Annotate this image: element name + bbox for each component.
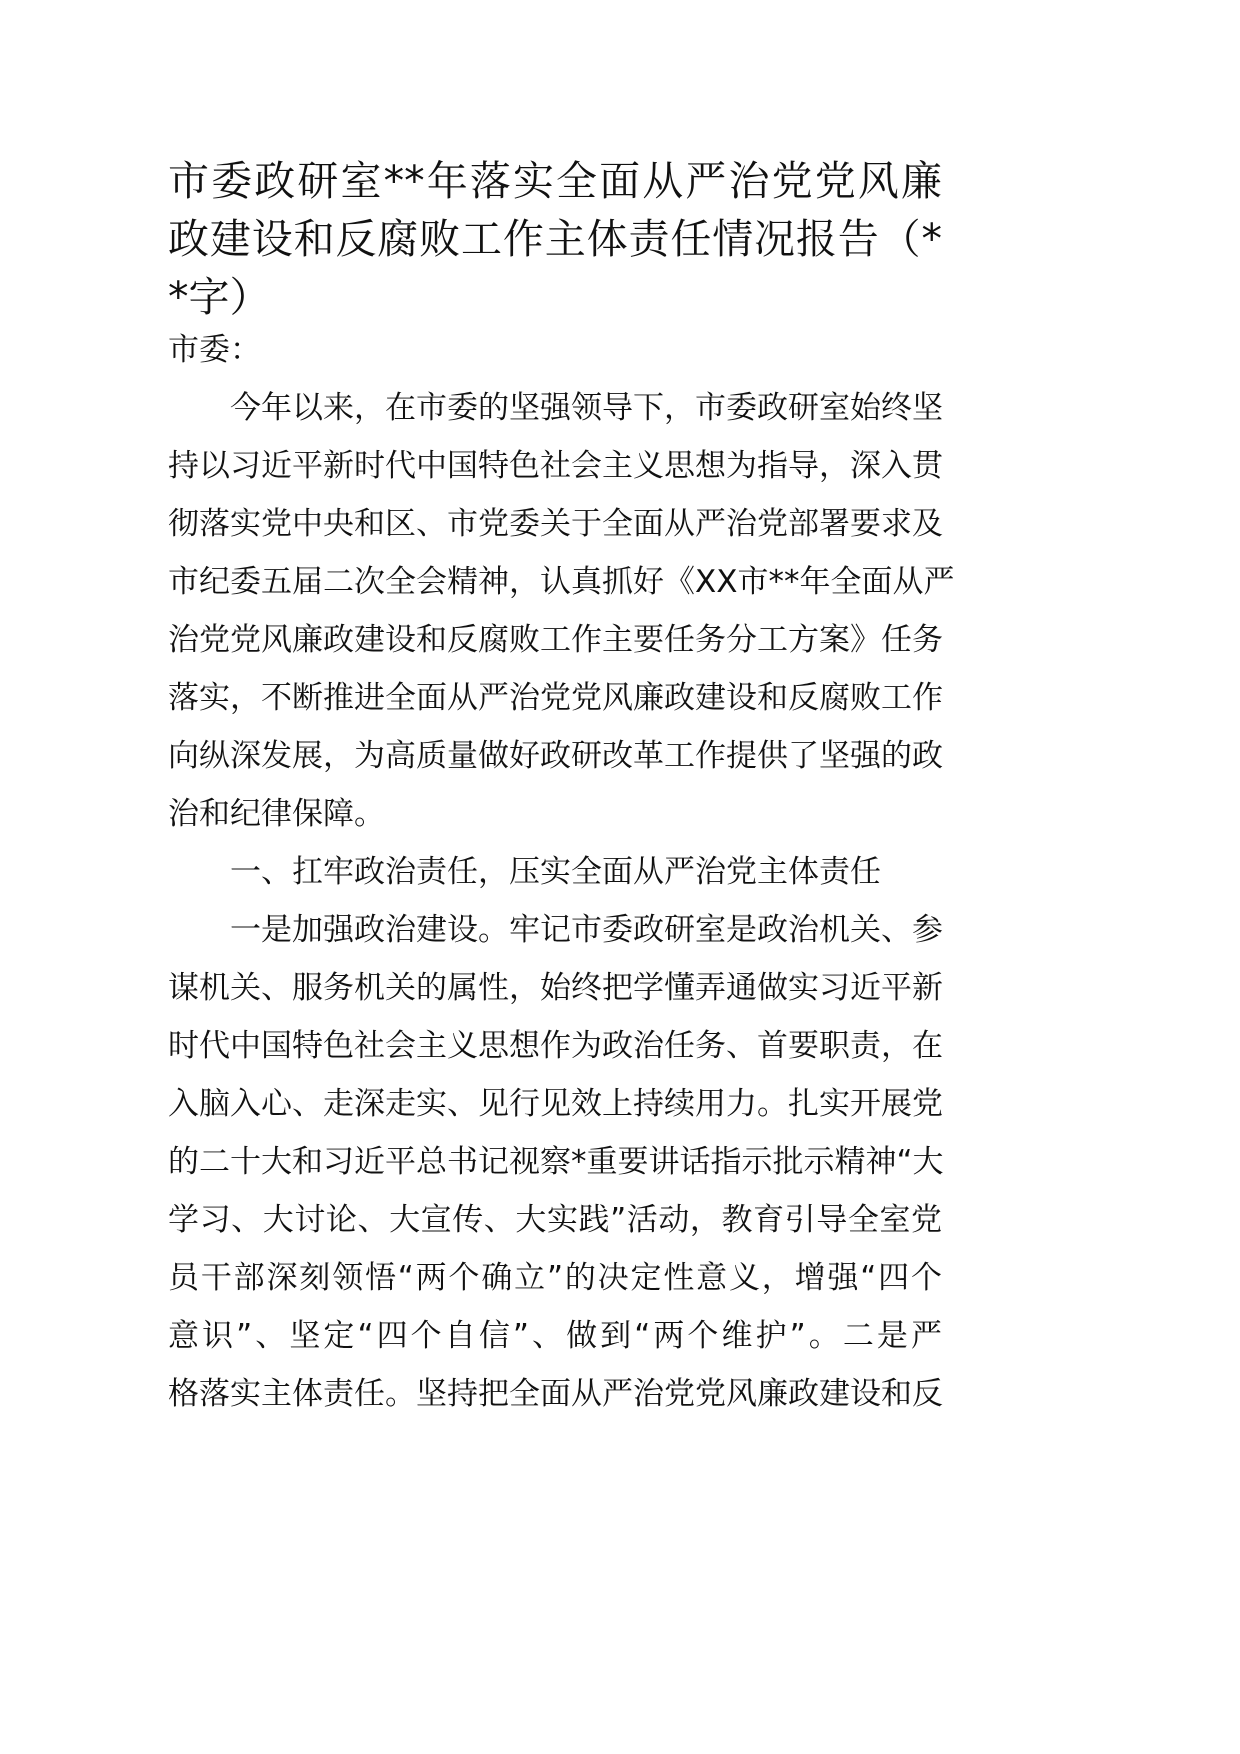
paragraph-section-1: [168, 901, 942, 1423]
text-line: 入脑入心、走深走实、见行见效上持续用力。扎实开展党: [168, 1086, 943, 1122]
document-body: [168, 321, 955, 1423]
paragraph-intro: [168, 379, 955, 843]
section-heading: [168, 843, 942, 901]
title-line: 市委政研室**年落实全面从严治党党风廉: [168, 157, 942, 205]
text-line: 市纪委五届二次全会精神，认真抓好《XX市**年全面从严: [168, 564, 955, 600]
text-line: 谋机关、服务机关的属性，始终把学懂弄通做实习近平新: [168, 970, 943, 1006]
text-line: 的二十大和习近平总书记视察*重要讲话指示批示精神“大: [168, 1144, 944, 1180]
text-line: 学习、大讨论、大宣传、大实践”活动，教育引导全室党: [168, 1202, 942, 1238]
text-line: 员干部深刻领悟“两个确立”的决定性意义，增强“四个: [168, 1260, 942, 1296]
text-line: 彻落实党中央和区、市党委关于全面从严治党部署要求及: [168, 506, 943, 542]
text-line: 今年以来，在市委的坚强领导下，市委政研室始终坚: [230, 390, 943, 426]
text-line: 时代中国特色社会主义思想作为政治任务、首要职责，在: [168, 1028, 943, 1064]
text-line: 治和纪律保障。: [168, 796, 385, 832]
text-line: 落实，不断推进全面从严治党党风廉政建设和反腐败工作: [168, 680, 943, 716]
salutation: 市委：: [168, 332, 261, 368]
text-line: 治党党风廉政建设和反腐败工作主要任务分工方案》任务: [168, 622, 943, 658]
title-line: *字）: [168, 273, 271, 321]
text-line: 意识”、坚定“四个自信”、做到“两个维护”。二是严: [168, 1318, 942, 1354]
text-line: 格落实主体责任。坚持把全面从严治党党风廉政建设和反: [168, 1376, 943, 1412]
text-line: 持以习近平新时代中国特色社会主义思想为指导，深入贯: [168, 448, 943, 484]
heading-line: 一、扛牢政治责任，压实全面从严治党主体责任: [230, 854, 881, 890]
title-line: 政建设和反腐败工作主体责任情况报告（*: [168, 215, 942, 263]
text-line: 一是加强政治建设。牢记市委政研室是政治机关、参: [230, 912, 943, 948]
document-title: [168, 152, 942, 326]
text-line: 向纵深发展，为高质量做好政研改革工作提供了坚强的政: [168, 738, 943, 774]
